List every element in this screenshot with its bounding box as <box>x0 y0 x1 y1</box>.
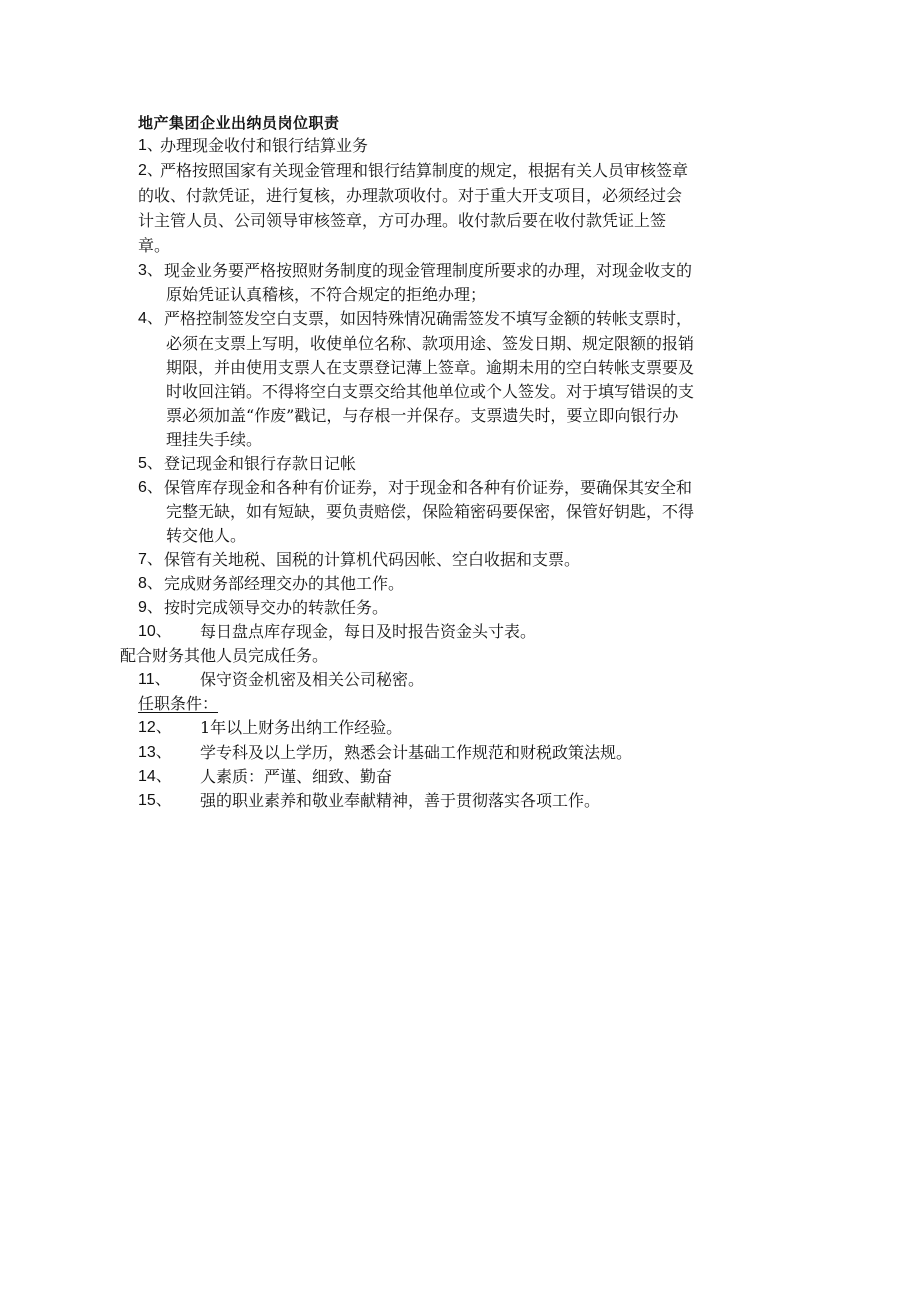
requirement-number: 15、 <box>138 792 172 809</box>
item-text: 章。 <box>138 236 171 255</box>
requirement-number: 12、 <box>138 719 172 736</box>
item-text: 保管库存现金和各种有价证券，对于现金和各种有价证券，要确保其安全和 <box>164 478 693 497</box>
item-text: 每日盘点库存现金，每日及时报告资金头寸表。 <box>200 622 537 641</box>
item-number: 8、 <box>138 575 163 592</box>
item-text: 的收、付款凭证，进行复核，办理款项收付。对于重大开支项目，必须经过会 <box>138 186 683 205</box>
item-number: 6、 <box>138 479 163 496</box>
item-text: 登记现金和银行存款日记帐 <box>164 454 357 473</box>
item-text: 原始凭证认真稽核，不符合规定的拒绝办理； <box>166 285 487 304</box>
item-number: 5、 <box>138 455 163 472</box>
requirement-text: 1年以上财务出纳工作经验。 <box>200 718 403 737</box>
document-title: 地产集团企业出纳员岗位职责 <box>138 114 340 132</box>
item-number: 1、 <box>138 137 163 154</box>
item-number: 3、 <box>138 262 163 279</box>
requirement-text: 人素质：严谨、细致、勤奋 <box>200 767 393 786</box>
item-text: 票必须加盖“作废”戳记，与存根一并保存。支票遗失时，要立即向银行办 <box>166 406 679 425</box>
item-text: 计主管人员、公司领导审核签章，方可办理。收付款后要在收付款凭证上签 <box>138 211 667 230</box>
requirement-number: 14、 <box>138 768 172 785</box>
item-text: 必须在支票上写明，收使单位名称、款项用途、签发日期、规定限额的报销 <box>166 334 695 353</box>
item-text: 按时完成领导交办的转款任务。 <box>164 598 389 617</box>
item-text: 完整无缺，如有短缺，要负责赔偿，保险箱密码要保密，保管好钥匙，不得 <box>166 502 695 521</box>
item-text: 保守资金机密及相关公司秘密。 <box>200 670 425 689</box>
item-text: 严格按照国家有关现金管理和银行结算制度的规定，根据有关人员审核签章 <box>160 161 689 180</box>
item-text: 现金业务要严格按照财务制度的现金管理制度所要求的办理，对现金收支的 <box>164 261 693 280</box>
item-number: 2、 <box>138 162 163 179</box>
item-text: 期限，并由使用支票人在支票登记薄上签章。逾期未用的空白转帐支票要及 <box>166 358 695 377</box>
item-number: 10、 <box>138 623 172 640</box>
item-number: 4、 <box>138 310 163 327</box>
item-text: 完成财务部经理交办的其他工作。 <box>164 574 405 593</box>
item-text: 转交他人。 <box>166 526 247 545</box>
item-number: 9、 <box>138 599 163 616</box>
requirement-text: 学专科及以上学历，熟悉会计基础工作规范和财税政策法规。 <box>200 743 633 762</box>
item-number: 7、 <box>138 551 163 568</box>
item-text: 严格控制签发空白支票，如因特殊情况确需签发不填写金额的转帐支票时， <box>164 309 693 328</box>
requirements-heading: 任职条件： <box>138 694 219 713</box>
item-text: 保管有关地税、国税的计算机代码因帐、空白收据和支票。 <box>164 550 581 569</box>
item-text: 配合财务其他人员完成任务。 <box>120 646 329 665</box>
item-number: 11、 <box>138 671 171 688</box>
requirement-text: 强的职业素养和敬业奉献精神，善于贯彻落实各项工作。 <box>200 791 601 810</box>
requirement-number: 13、 <box>138 744 172 761</box>
item-text: 理挂失手续。 <box>166 430 263 449</box>
item-text: 办理现金收付和银行结算业务 <box>160 136 369 155</box>
item-text: 时收回注销。不得将空白支票交给其他单位或个人签发。对于填写错误的支 <box>166 382 695 401</box>
